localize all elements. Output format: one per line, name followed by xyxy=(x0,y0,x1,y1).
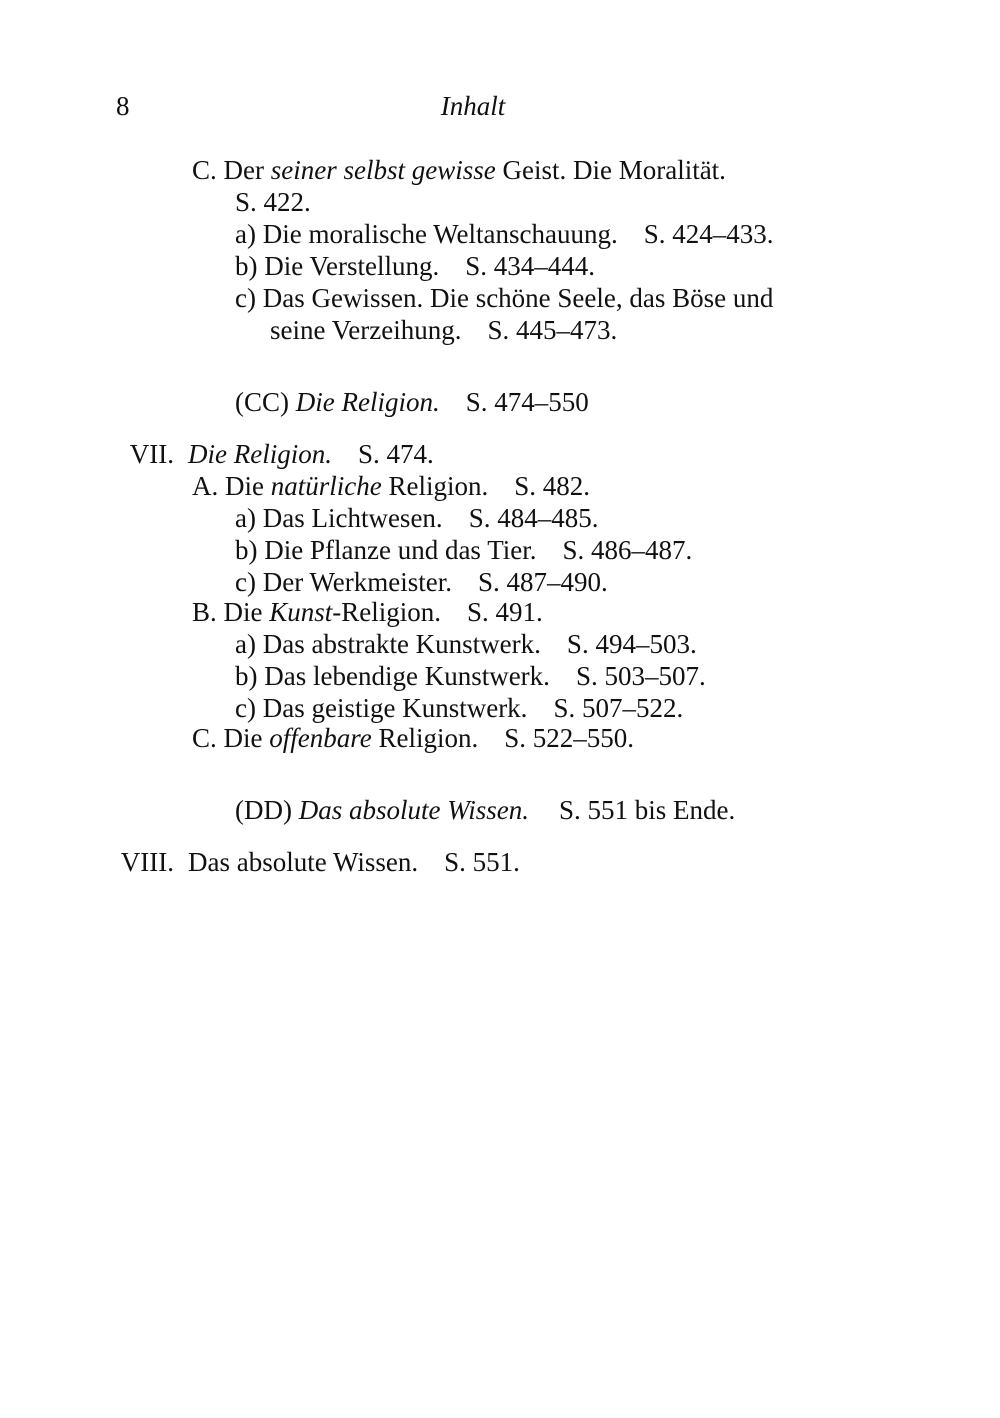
chapter-page: S. 551. xyxy=(444,847,520,877)
toc-section-a xyxy=(192,470,590,502)
entry-title: Die Pflanze und das Tier. xyxy=(264,535,537,565)
toc-subentry xyxy=(235,502,598,534)
entry-page: S. 434–444. xyxy=(465,251,596,281)
section-title-italic: Kunst xyxy=(269,597,333,627)
entry-title-cont: seine Verzeihung. xyxy=(270,315,462,345)
toc-chapter-vii xyxy=(110,438,434,470)
entry-title: Die Verstellung. xyxy=(264,251,440,281)
toc-entry-c-moral-page xyxy=(235,186,311,218)
entry-page: S. 494–503. xyxy=(566,629,697,659)
entry-label: c) xyxy=(235,693,256,723)
part-page: S. 474–550 xyxy=(465,387,589,417)
chapter-label: VII. xyxy=(129,439,174,469)
entry-page: S. 445–473. xyxy=(487,315,618,345)
section-title-italic: offenbare xyxy=(269,723,372,753)
toc-section-b xyxy=(192,596,543,628)
entry-title: Der Werkmeister. xyxy=(262,567,452,597)
entry-page: S. 507–522. xyxy=(553,693,684,723)
section-title-post: -Religion. xyxy=(332,597,442,627)
entry-label: c) xyxy=(235,283,256,313)
running-title: Inhalt xyxy=(440,91,506,121)
part-page: S. 551 bis Ende. xyxy=(559,795,736,825)
entry-title: Das geistige Kunstwerk. xyxy=(262,693,528,723)
entry-label: a) xyxy=(235,503,256,533)
section-title-post: Religion. xyxy=(388,471,489,501)
chapter-title: Die Religion. xyxy=(188,439,332,469)
entry-title: Das Gewissen. Die schöne Seele, das Böse und xyxy=(262,283,774,313)
section-title-pre: Die xyxy=(223,723,263,753)
toc-subentry xyxy=(235,628,697,660)
section-title-italic: natürliche xyxy=(270,471,382,501)
entry-title: Die moralische Weltanschauung. xyxy=(262,219,618,249)
entry-label: c) xyxy=(235,567,256,597)
entry-label: a) xyxy=(235,219,256,249)
entry-title-pre: Der xyxy=(223,155,264,185)
page-number: 8 xyxy=(116,91,130,121)
section-page: S. 482. xyxy=(514,471,590,501)
entry-title: Das abstrakte Kunstwerk. xyxy=(262,629,541,659)
entry-page: S. 487–490. xyxy=(478,567,608,597)
entry-label: C. xyxy=(192,155,217,185)
toc-subentry xyxy=(235,282,773,314)
entry-title: Das lebendige Kunstwerk. xyxy=(264,661,550,691)
part-title: Die Religion. xyxy=(295,387,440,417)
section-page: S. 491. xyxy=(467,597,543,627)
section-label: B. xyxy=(192,597,217,627)
entry-title-post: Geist. Die Moralität. xyxy=(502,155,726,185)
part-title: Das absolute Wissen. xyxy=(298,795,529,825)
toc-subentry xyxy=(235,218,773,250)
entry-title: Das Lichtwesen. xyxy=(262,503,443,533)
toc-subentry xyxy=(235,566,608,598)
section-title-post: Religion. xyxy=(378,723,479,753)
entry-label: b) xyxy=(235,661,258,691)
entry-page: S. 424–433. xyxy=(643,219,774,249)
chapter-title: Das absolute Wissen. xyxy=(188,847,419,877)
entry-label: b) xyxy=(235,535,258,565)
entry-page: S. 484–485. xyxy=(468,503,599,533)
toc-section-c xyxy=(192,722,634,754)
toc-part-cc xyxy=(235,386,589,418)
entry-page: S. 503–507. xyxy=(575,661,706,691)
toc-subentry xyxy=(235,250,595,282)
part-label: (CC) xyxy=(235,387,289,417)
section-page: S. 522–550. xyxy=(504,723,635,753)
entry-page: S. 486–487. xyxy=(562,535,693,565)
part-label: (DD) xyxy=(235,795,292,825)
entry-title-italic: seiner selbst gewisse xyxy=(270,155,496,185)
toc-subentry xyxy=(235,660,706,692)
toc-part-dd xyxy=(235,794,735,826)
entry-page: S. 422. xyxy=(235,187,311,217)
toc-chapter-viii xyxy=(110,846,520,878)
section-label: C. xyxy=(192,723,217,753)
section-title-pre: Die xyxy=(223,597,263,627)
section-label: A. xyxy=(192,471,219,501)
entry-label: b) xyxy=(235,251,258,281)
toc-entry-c-moral xyxy=(192,154,726,186)
entry-label: a) xyxy=(235,629,256,659)
chapter-label: VIII. xyxy=(120,847,174,877)
chapter-page: S. 474. xyxy=(357,439,434,469)
toc-subentry-continuation xyxy=(270,314,617,346)
section-title-pre: Die xyxy=(225,471,264,501)
toc-subentry xyxy=(235,692,683,724)
toc-subentry xyxy=(235,534,692,566)
